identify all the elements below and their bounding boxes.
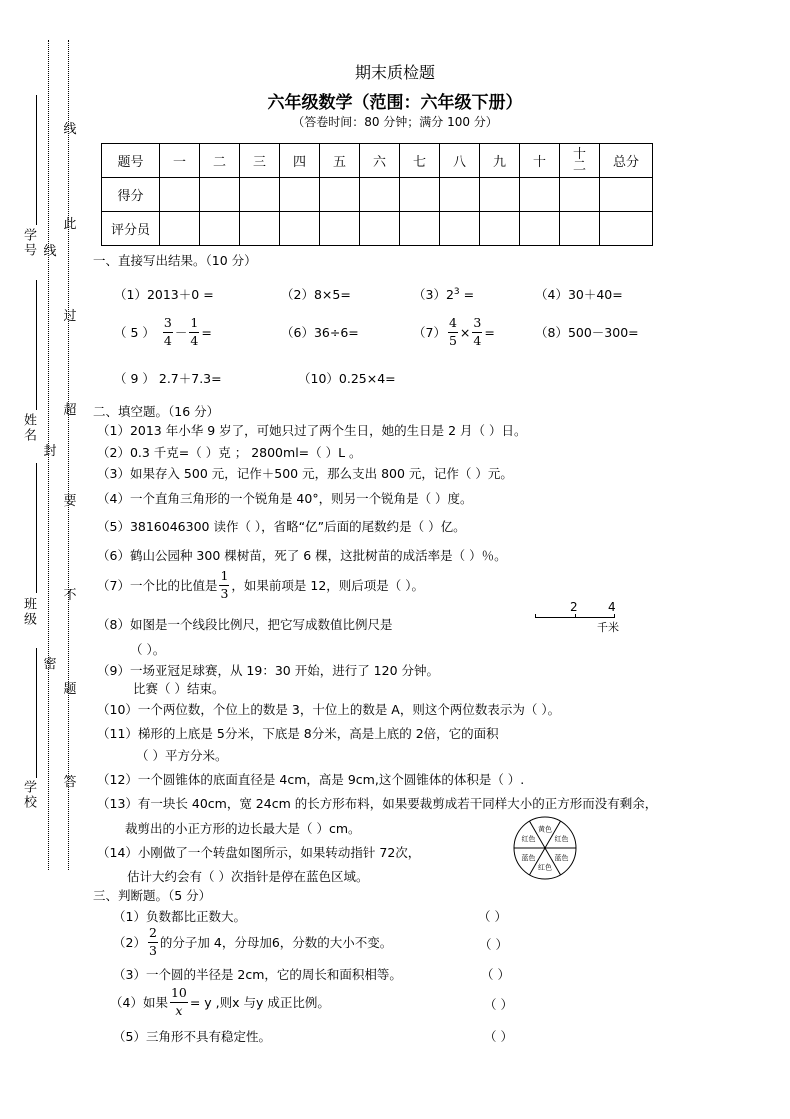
- s1-q9: （ 9 ） 2.7＋7.3=: [114, 371, 222, 386]
- seal-char: 此: [63, 217, 77, 232]
- score-cell[interactable]: [560, 178, 600, 212]
- score-cell[interactable]: [600, 212, 653, 246]
- scale-bar-tick: [575, 614, 576, 618]
- fraction-num: 2: [148, 927, 158, 943]
- s3-q4: [110, 982, 330, 1022]
- s1-q3-exp: 3: [453, 286, 460, 297]
- scale-bar-unit: 千米: [597, 621, 619, 634]
- s1-q3-base: （3）2: [413, 287, 454, 302]
- seal-char: 线: [43, 244, 57, 259]
- s3-q4-text: = y ,则x 与y 成正比例。: [189, 995, 330, 1010]
- s2-q1: （1）2013 年小华 9 岁了，可她只过了两个生日，她的生日是 2 月（ ）日。: [97, 423, 527, 438]
- s2-q8-answer: （ ）。: [130, 642, 166, 657]
- score-cell[interactable]: [360, 212, 400, 246]
- score-cell[interactable]: [440, 212, 480, 246]
- score-col: 一: [160, 144, 200, 178]
- score-cell[interactable]: [560, 212, 600, 246]
- score-cell[interactable]: [360, 178, 400, 212]
- s2-q14-answer: 估计大约会有（ ）次指针是停在蓝色区域。: [127, 869, 369, 884]
- page-subtitle: 六年级数学（范围：六年级下册）: [267, 93, 523, 113]
- s1-q7-op: ×: [459, 324, 471, 340]
- s2-q4: （4）一个直角三角形的一个锐角是 40°，则另一个锐角是（ ）度。: [97, 491, 473, 506]
- spinner-sector-label: 蓝色: [554, 854, 569, 862]
- s2-q14: （14）小刚做了一个转盘如图所示，如果转动指针 72次，: [97, 845, 421, 860]
- score-cell[interactable]: [280, 178, 320, 212]
- margin-label-student-id: 学号: [21, 228, 36, 258]
- s1-q5-eq: =: [201, 324, 212, 340]
- score-col: 九: [480, 144, 520, 178]
- s2-q5: （5）3816046300 读作（ ），省略“亿”后面的尾数约是（ ）亿。: [97, 519, 466, 534]
- scale-bar-tick: [535, 614, 536, 618]
- score-row-label: 得分: [102, 178, 160, 212]
- s1-q1: （1）2013＋0 =: [114, 287, 214, 302]
- s3-q1-bracket[interactable]: （ ）: [478, 909, 507, 924]
- seal-char: 线: [63, 122, 77, 137]
- score-col: 六: [360, 144, 400, 178]
- score-cell[interactable]: [520, 178, 560, 212]
- section1-title: 一、直接写出结果。（10 分）: [93, 253, 257, 268]
- seal-char: 封: [43, 444, 57, 459]
- spinner-diagram: [512, 815, 578, 881]
- s3-q4-bracket[interactable]: （ ）: [484, 997, 513, 1012]
- spinner-sector-label: 红色: [538, 863, 552, 872]
- seal-char: 超: [63, 403, 77, 418]
- seal-char: 题: [63, 682, 77, 697]
- spinner-sector-label: 红色: [554, 835, 569, 843]
- score-cell[interactable]: [520, 212, 560, 246]
- s1-q3-eq: =: [459, 287, 475, 302]
- s2-q11: （11）梯形的上底是 5分米，下底是 8分米，高是上底的 2倍，它的面积: [97, 726, 499, 741]
- fraction-num: 3: [472, 317, 482, 333]
- s2-q2: （2）0.3 千克=（ ）克 ； 2800ml=（ ）L 。: [97, 445, 362, 460]
- page-title: 期末质检题: [354, 63, 435, 82]
- s1-q3: [413, 285, 474, 303]
- score-cell[interactable]: [600, 178, 653, 212]
- s2-q13: （13）有一块长 40cm，宽 24cm 的长方形布料，如果要裁剪成若干同样大小的正方形而没有剩余，: [97, 796, 658, 811]
- fraction-den: 4: [473, 332, 482, 348]
- margin-label-school: 学校: [21, 780, 36, 810]
- s2-q8: （8）如图是一个线段比例尺，把它写成数值比例尺是: [97, 617, 393, 632]
- margin-blank-school: [36, 648, 37, 778]
- score-cell[interactable]: [160, 212, 200, 246]
- margin-blank-class: [36, 463, 37, 593]
- score-cell[interactable]: [240, 178, 280, 212]
- s2-q9: （9）一场亚冠足球赛，从 19：30 开始，进行了 120 分钟。: [97, 663, 440, 678]
- scale-bar-label: 4: [608, 600, 616, 614]
- s1-q6: （6）36÷6=: [281, 325, 359, 340]
- s1-q7: [413, 312, 495, 352]
- margin-label-name: 姓名: [21, 413, 36, 443]
- fraction: [448, 317, 458, 347]
- seal-char: 过: [63, 309, 77, 324]
- score-cell[interactable]: [320, 178, 360, 212]
- score-table: [101, 143, 653, 246]
- fraction-den: 5: [448, 332, 457, 348]
- margin-label-class: 班级: [21, 597, 36, 627]
- s1-q4: （4）30＋40=: [535, 287, 623, 302]
- s2-q3: （3）如果存入 500 元，记作＋500 元，那么支出 800 元，记作（ ）元。: [97, 466, 513, 481]
- score-row-label: 评分员: [102, 212, 160, 246]
- spinner-sector-label: 黄色: [538, 825, 552, 834]
- s2-q7-text: （7）一个比的比值是: [97, 578, 218, 593]
- score-cell[interactable]: [400, 178, 440, 212]
- score-cell[interactable]: [160, 178, 200, 212]
- score-cell[interactable]: [280, 212, 320, 246]
- fraction-num: 4: [448, 317, 458, 333]
- s1-q2: （2）8×5=: [281, 287, 351, 302]
- score-cell[interactable]: [440, 178, 480, 212]
- seal-char: 要: [63, 494, 77, 509]
- fraction-den: 3: [148, 942, 157, 958]
- score-col: 八: [440, 144, 480, 178]
- s2-q9-answer: 比赛（ ）结束。: [133, 681, 225, 696]
- score-col: 五: [320, 144, 360, 178]
- seal-char: 不: [63, 588, 77, 603]
- scale-bar-tick: [614, 614, 615, 618]
- s3-q2-bracket[interactable]: （ ）: [479, 937, 508, 952]
- fraction-den: 4: [163, 332, 172, 348]
- s3-q2-text: 的分子加 4，分母加6，分数的大小不变。: [159, 935, 393, 950]
- score-col-header: 题号: [102, 144, 160, 178]
- s3-q2: [113, 923, 392, 961]
- fraction: [170, 987, 188, 1017]
- score-col: 二: [200, 144, 240, 178]
- fraction: [189, 317, 199, 347]
- seal-char: 密: [43, 657, 57, 672]
- score-col-text: 十二: [572, 146, 586, 174]
- score-cell[interactable]: [200, 212, 240, 246]
- time-note: （答卷时间：80 分钟；满分 100 分）: [292, 115, 498, 129]
- score-col: [560, 144, 600, 178]
- spinner-sector-label: 红色: [521, 835, 536, 843]
- seal-line-right: [68, 40, 69, 870]
- scale-bar: [535, 600, 625, 634]
- score-cell[interactable]: [320, 212, 360, 246]
- s3-q3-bracket[interactable]: （ ）: [481, 967, 510, 982]
- fraction-den: 4: [190, 332, 199, 348]
- s1-q8: （8）500－300=: [535, 325, 639, 340]
- fraction-den: x: [175, 1002, 183, 1018]
- s3-q1: （1）负数都比正数大。: [113, 909, 246, 924]
- score-col-total: 总分: [600, 144, 653, 178]
- s2-q7-text: ，如果前项是 12，则后项是（ ）。: [231, 578, 425, 593]
- score-col: 十: [520, 144, 560, 178]
- s1-q5-op: －: [174, 325, 188, 340]
- score-col: 四: [280, 144, 320, 178]
- fraction: [148, 927, 158, 957]
- s1-q10: （10）0.25×4=: [298, 371, 396, 386]
- score-col: 三: [240, 144, 280, 178]
- s1-q7-eq: =: [484, 324, 495, 340]
- score-cell[interactable]: [240, 212, 280, 246]
- s3-q3: （3）一个圆的半径是 2cm，它的周长和面积相等。: [113, 967, 402, 982]
- s1-q7-label: （7）: [413, 325, 446, 340]
- s3-q5-bracket[interactable]: （ ）: [484, 1029, 513, 1044]
- s3-q2-label: （2）: [113, 935, 146, 950]
- section2-title: 二、填空题。（16 分）: [93, 404, 220, 419]
- score-cell[interactable]: [200, 178, 240, 212]
- s2-q13-answer: 裁剪出的小正方形的边长最大是（ ）cm。: [125, 821, 361, 836]
- s2-q11-answer: （ ）平方分米。: [136, 748, 228, 763]
- score-cell[interactable]: [480, 178, 520, 212]
- fraction: [163, 317, 173, 347]
- s2-q7: [97, 567, 424, 603]
- section3-title: 三、判断题。（5 分）: [93, 888, 212, 903]
- s2-q10: （10）一个两位数，个位上的数是 3，十位上的数是 A，则这个两位数表示为（ ）。: [97, 702, 561, 717]
- fraction-num: 10: [170, 987, 188, 1003]
- score-col: 七: [400, 144, 440, 178]
- fraction-num: 3: [163, 317, 173, 333]
- fraction: [472, 317, 482, 347]
- fraction: [219, 570, 229, 600]
- scale-bar-label: 2: [570, 600, 578, 614]
- fraction-den: 3: [220, 585, 229, 601]
- score-cell[interactable]: [400, 212, 440, 246]
- s1-q5: [114, 312, 212, 352]
- s1-q5-label: （ 5 ）: [114, 325, 155, 340]
- spinner-sector-label: 蓝色: [521, 854, 536, 862]
- s2-q12: （12）一个圆锥体的底面直径是 4cm，高是 9cm,这个圆锥体的体积是（ ）.: [97, 772, 525, 787]
- s2-q6: （6）鹤山公园种 300 棵树苗，死了 6 棵，这批树苗的成活率是（ ）％。: [97, 548, 507, 563]
- margin-blank-name: [36, 280, 37, 410]
- fraction-num: 1: [219, 570, 229, 586]
- score-cell[interactable]: [480, 212, 520, 246]
- fraction-num: 1: [189, 317, 199, 333]
- s3-q5: （5）三角形不具有稳定性。: [113, 1029, 271, 1044]
- s3-q4-label: （4）如果: [110, 995, 168, 1010]
- seal-char: 答: [63, 775, 77, 790]
